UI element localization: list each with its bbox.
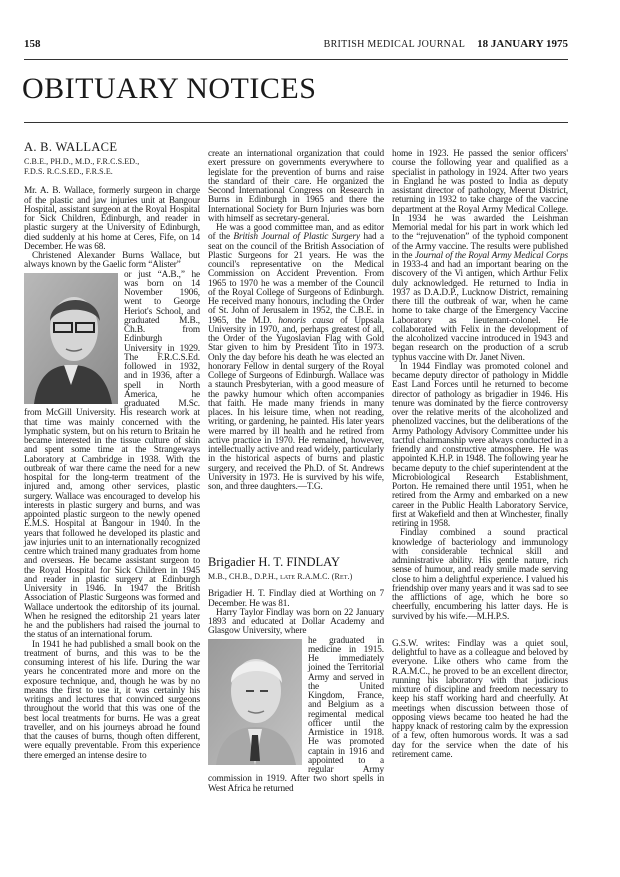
journal-title-italic: Journal of the Royal Army Medical Corps: [414, 250, 568, 261]
column-1: [24, 140, 200, 761]
wallace-credentials-1: C.B.E., PH.D., M.D., F.R.C.S.ED.,: [24, 157, 140, 167]
wallace-paragraph-continued: or just “A.B.,” he was born on 14 November 1906, went to George Heriot's School, and graduated M.B., Ch.B. from Edinburgh University in 1929. The F.R.C.S.Ed. followed in 1932, and in 1936, after a spell in North America, he graduated M.Sc. from McGill University. His research work at that time was mainly concerned with the lymphatic system, but on his return to Britain he became interested in the tissue culture of skin and spent some time at the Strangeways Laboratory at Cambridge in 1938. With the outbreak of war there came the need for a new hospital for the long-term treatment of the injured and, among other services, plastic surgery. Wallace was encouraged to develop his interests in plastic surgery and burns, and was appointed plastic surgeon to the newly opened E.M.S. Hospital at Bangour in 1940. In the years that followed he developed its plastic and jaw injuries unit to an internationally recognized centre which trained many graduates from home and overseas. He became assistant surgeon to the Royal Hospital for Sick Children in 1945 and reader in plastic surgery at Edinburgh University in 1946. In 1947 the British Association of Plastic Surgeons was formed and Wallace undertook the editorship of its journal. When he resigned the editorship 21 years later he and the publishers had raised the journal to the status of an international forum.: [24, 269, 200, 641]
paragraph-text: He was a good committee man, and as editor of the: [208, 223, 384, 243]
wallace-credentials-2: F.D.S. R.C.S.ED., F.R.S.E.: [24, 167, 113, 177]
portrait-image: [24, 273, 118, 404]
wallace-paragraph: [208, 224, 384, 492]
portrait-image: [208, 639, 302, 765]
findlay-paragraph: Findlay combined a sound practical knowledge of bacteriology and immunology with considerable technical skill and administrative ability. His gentle nature, rich sense of humour, and ready smile made serving close to him a delightful experience. I valued his friendship over many years and it was sad to see the afflictions of age, which he bore so cheerfully, encumbering his latter days. He is survived by his wife.—M.H.P.S.: [392, 528, 568, 622]
running-header: [324, 38, 568, 50]
obituary-name-wallace: A. B. WALLACE: [24, 140, 118, 154]
tribute-paragraph: G.S.W. writes: Findlay was a quiet soul, delightful to have as a colleague and beloved by everyone. Like others who came from the R.A.M.C., he proved to be an excellent director, running his laboratory with that judicious mixture of discipline and freedom necessary to keep his staff working hard and cheerfully. At meetings when discussion between those of opposing views became too heated he had the happy knack of restoring calm by the expression of a few, often humorous words. It was a sad day for the service when the date of his retirement came.: [392, 638, 568, 760]
findlay-obituary: [208, 555, 384, 794]
page-title: OBITUARY NOTICES: [22, 72, 317, 105]
paragraph-text: in 1933-4 and had an important bearing on the discovery of the Vi antigen, which Arthur Felix duly acknowledged. He returned to India in 1937 as D.A.D.P., Lucknow District, remaining there till the outbreak of war, when he came home to take charge of the Emergency Vaccine Laboratory as lieutenant-colonel. He collaborated with Felix in the development of the alcoholized vaccine introduced in 1943 and began research on the production of a scrub typhus vaccine with Dr. Janet Niven.: [392, 260, 568, 363]
wallace-portrait-photo: [24, 273, 118, 404]
findlay-paragraph: In 1944 Findlay was promoted colonel and became deputy director of pathology in Middle East Land Forces until he returned to become director of pathology as brigadier in 1946. His tenure was dominated by the fierce controversy over the relative merits of the alcoholized and phenolized vaccines, but the deliberations of the Army Pathology Advisory Committee under his tactful chairmanship were always conducted in a friendly and constructive atmosphere. He was appointed K.H.P. in 1948. The following year he became deputy to the chief superintendent at the Microbiological Research Establishment, Porton. He remained there until 1951, when he retired from the Army and embarked on a new career in the Public Health Laboratory Service, first at Wakefield and then at Winchester, finally retiring in 1958.: [392, 361, 568, 529]
findlay-paragraph-continued: [392, 150, 568, 363]
page-number: 158: [24, 38, 41, 50]
paragraph-text: of Uppsala University in 1970, and, perhaps greatest of all, the Order of the Yugoslavian Flag with Gold Star given to him by President Tito in 1973. Only the day before his death he was elected an honorary Fellow in dental surgery of the Royal College of Surgeons of Edinburgh. Wallace was a staunch Presbyterian, with a good measure of the pawky humour which often accompanies that faith. He made many friends in many places. In his leisure time, when not reading, writing, or gardening, he painted. His later years were marred by ill health and he retired from active practice in 1970. He remained, however, intellectually active and read widely, particularly in the historical aspects of burns and plastic surgery, and received the Ph.D. of St. Andrews University in 1973. He is survived by his wife, son, and three daughters.—T.G.: [208, 315, 384, 492]
latin-phrase-italic: honoris causa: [278, 315, 334, 326]
paragraph-text: had a seat on the council of the British Association of Plastic Surgeons for 21 years. He was the council's representative on the Medical Commission on Accident Prevention. From 1965 to 1970 he was a member of the Council of the Royal College of Surgeons of Edinburgh. He received many honours, including the Order of St. John of Jerusalem in 1952, the C.B.E. in 1965, the M.D.: [208, 232, 384, 326]
wallace-paragraph: [24, 252, 200, 271]
title-divider: [24, 122, 568, 123]
paragraph-text: home in 1923. He passed the senior officers' course the following year and qualified as a specialist in pathology in 1924. After two years in England he was posted to India as deputy assistant director of pathology, Meerut District, returning in 1932 to take charge of the vaccine department at the Royal Army Medical College. In 1934 he was awarded the Leishman Memorial medal for his part in work which led to the “rejuvenation” of the typhoid component of the Army vaccine. The results were published in the: [392, 149, 568, 261]
column-2: [208, 150, 384, 492]
findlay-paragraph: Brigadier H. T. Findlay died at Worthing on 7 December. He was 81.: [208, 589, 384, 609]
journal-title-italic: British Journal of Plastic Surgery: [233, 232, 361, 243]
wallace-paragraph: Mr. A. B. Wallace, formerly surgeon in charge of the plastic and jaw injuries unit at Bangour Hospital, assistant surgeon at the Royal Hospital for Sick Children, Edinburgh, and reader in plastic surgery at the University of Edinburgh, died suddenly at his home at Ceres, Fife, on 14 December. He was 68.: [24, 186, 200, 252]
wallace-paragraph-text: Christened Alexander Burns Wallace, but always known by the Gaelic form “Alister”: [24, 251, 200, 271]
wallace-paragraph-continued: create an international organization that could exert pressure on governments everywhere to legislate for the prevention of burns and raise the standard of their care. He organized the Second International Congress on Research in Burns in Edinburgh in 1965 and there the International Society for Burn Injuries was born with himself as secretary-general.: [208, 149, 384, 224]
top-divider: [24, 59, 568, 60]
findlay-paragraph-continued: he graduated in medicine in 1915. He immediately joined the Territorial Army and served in the United Kingdom, France, and Belgium as a regimental medical officer until the Armistice in 1918. He was promoted captain in 1916 and appointed to a regular Army commission in 1919. After two short spells in West Africa he returned: [208, 635, 384, 794]
wallace-paragraph: In 1941 he had published a small book on the treatment of burns, and this was to be the consuming interest of his life. During the war years he concentrated more and more on the exposure technique, and, though he was by no means the first to use it, it was certainly his writings and lectures that convinced surgeons throughout the world that this was one of the best local treatments for burns. He was a great traveller, and on his journeys abroad he found that the causes of burns, though often different, were equally preventable. From this experience there emerged an intense desire to: [24, 639, 200, 761]
journal-name: BRITISH MEDICAL JOURNAL: [323, 39, 466, 50]
findlay-portrait-photo: [208, 639, 302, 765]
findlay-credentials: M.B., CH.B., D.P.H., late R.A.M.C. (Ret.): [208, 572, 353, 582]
issue-date: 18 JANUARY 1975: [477, 38, 568, 50]
obituary-name-findlay: Brigadier H. T. FINDLAY: [208, 555, 341, 569]
column-3: [392, 150, 568, 760]
findlay-paragraph: Harry Taylor Findlay was born on 22 January 1893 and educated at Dollar Academy and Glasgow University, where: [208, 607, 384, 637]
